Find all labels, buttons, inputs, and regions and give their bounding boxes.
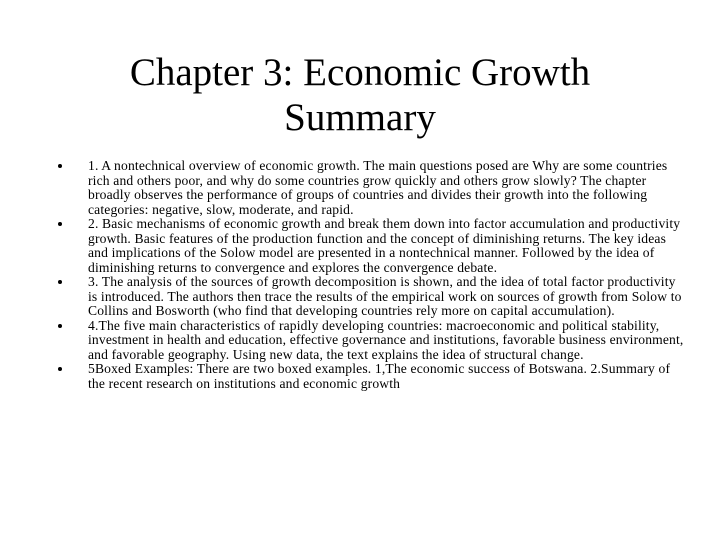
- bullet-text: 5Boxed Examples: There are two boxed examples. 1,The economic success of Botswana. 2.Summary of the recent research on institutions and economic growth: [88, 361, 671, 391]
- bullet-dot-icon: [58, 367, 62, 371]
- bullet-text: 4.The five main characteristics of rapidly developing countries: macroeconomic and political stability, investment in health and education, effective governance and institutions, favorable business environment, and favorable geography. Using new data, the text explains the idea of structural change.: [88, 317, 684, 362]
- bullet-item-2: [58, 217, 688, 275]
- bullet-item-5: [58, 362, 688, 391]
- bullet-dot-icon: [58, 222, 62, 226]
- bullet-dot-icon: [58, 324, 62, 328]
- bullet-item-3: [58, 275, 688, 319]
- bullet-dot-icon: [58, 280, 62, 284]
- slide-title: Chapter 3: Economic Growth Summary: [129, 51, 591, 139]
- bullet-item-4: [58, 319, 688, 363]
- bullet-list: [58, 159, 688, 391]
- bullet-item-1: [58, 159, 688, 217]
- bullet-dot-icon: [58, 164, 62, 168]
- bullet-text: 2. Basic mechanisms of economic growth and break them down into factor accumulation and productivity growth. Basic features of the production function and the concept of diminishing returns. The key ideas and implications of the Solow model are presented in a nontechnical manner. Followed by the idea of diminishing returns to convergence and explores the convergence debate.: [88, 216, 681, 275]
- bullet-text: 3. The analysis of the sources of growth decomposition is shown, and the idea of total factor productivity is introduced. The authors then trace the results of the empirical work on sources of growth from Solow to Collins and Bosworth (who find that developing countries rely more on capital accumulation).: [88, 274, 682, 318]
- bullet-text: 1. A nontechnical overview of economic growth. The main questions posed are Why are some countries rich and others poor, and why do some countries grow quickly and others grow slowly? The chapter broadly observes the performance of groups of countries and divides their growth into the following categories: negative, slow, moderate, and rapid.: [88, 158, 668, 217]
